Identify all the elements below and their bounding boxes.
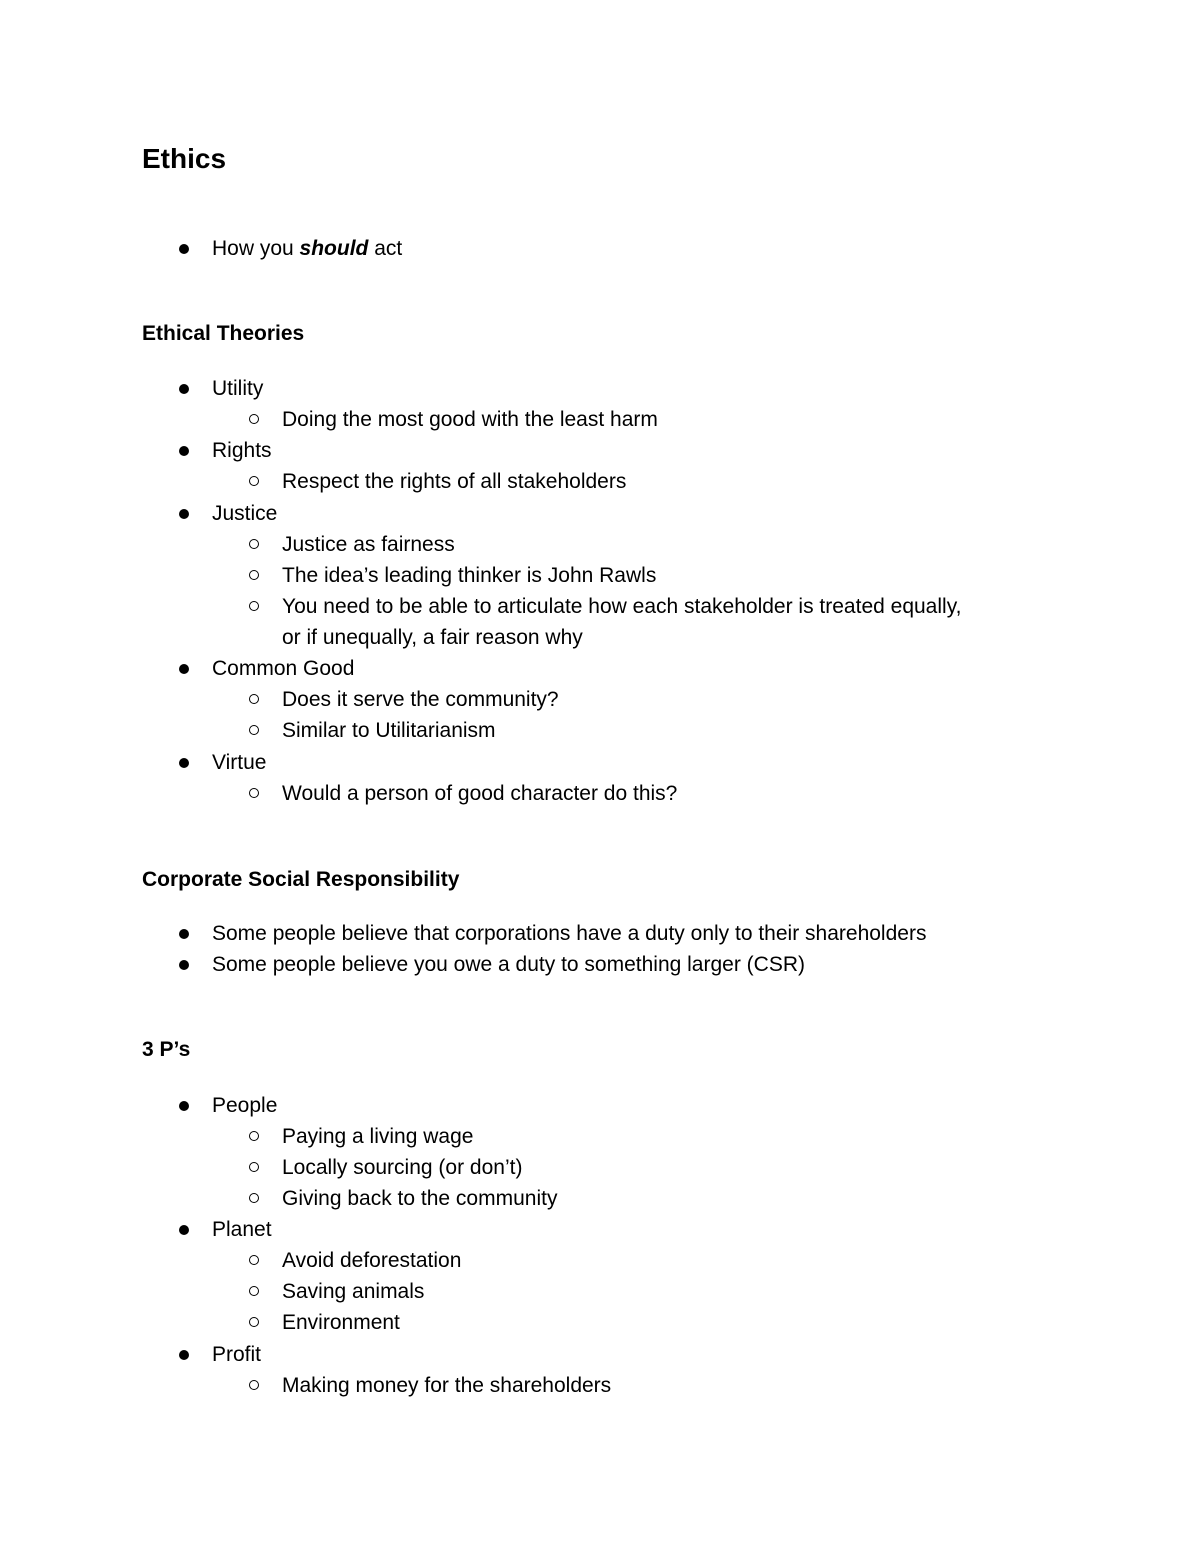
bullet-disc-icon [179,929,189,939]
document-title: Ethics [142,143,227,174]
list-item-label: Profit [212,1343,262,1366]
csr-heading: Corporate Social Responsibility [142,868,460,891]
list-item-label: Common Good [212,657,355,680]
list-item [212,373,263,404]
list-item [212,747,266,778]
sub-list-item [282,715,496,746]
intro-bullet [212,233,402,264]
list-item [212,1090,277,1121]
bullet-disc-icon [179,244,189,254]
bullet-circle-icon [249,1131,259,1141]
list-item-label: Some people believe that corporations have a duty only to their shareholders [212,922,927,945]
list-item [212,653,354,684]
list-item [212,1339,261,1370]
sub-list-item-label: or if unequally, a fair reason why [282,626,583,649]
bullet-disc-icon [179,1225,189,1235]
sub-list-item [282,684,559,715]
sub-list-item-label: Saving animals [282,1280,425,1303]
list-item-label: Planet [212,1218,272,1241]
bullet-circle-icon [249,570,259,580]
sub-list-item [282,1183,557,1214]
bullet-circle-icon [249,1162,259,1172]
bullet-circle-icon [249,601,259,611]
bullet-circle-icon [249,476,259,486]
sub-list-item-continuation [282,622,583,653]
three-ps-heading: 3 P’s [142,1038,191,1061]
bullet-circle-icon [249,1286,259,1296]
list-item-label: Utility [212,377,264,400]
bullet-circle-icon [249,414,259,424]
intro-text-before: How you [212,237,300,260]
bullet-circle-icon [249,725,259,735]
list-item [212,918,926,949]
sub-list-item [282,1307,400,1338]
bullet-circle-icon [249,1317,259,1327]
sub-list-item-label: Would a person of good character do this? [282,782,678,805]
bullet-disc-icon [179,960,189,970]
sub-list-item [282,1121,473,1152]
bullet-disc-icon [179,664,189,674]
bullet-disc-icon [179,758,189,768]
sub-list-item-label: Does it serve the community? [282,688,559,711]
sub-list-item-label: Doing the most good with the least harm [282,408,658,431]
bullet-disc-icon [179,1350,189,1360]
list-item [212,1214,272,1245]
sub-list-item [282,529,455,560]
sub-list-item [282,1276,424,1307]
sub-list-item-label: Respect the rights of all stakeholders [282,470,627,493]
bullet-circle-icon [249,1380,259,1390]
bullet-disc-icon [179,509,189,519]
intro-emphasis: should [299,237,369,260]
bullet-disc-icon [179,384,189,394]
list-item-label: Rights [212,439,272,462]
bullet-circle-icon [249,539,259,549]
sub-list-item-label: The idea’s leading thinker is John Rawls [282,564,657,587]
intro-text-after: act [368,237,403,260]
sub-list-item [282,404,658,435]
bullet-circle-icon [249,694,259,704]
list-item [212,498,277,529]
sub-list-item [282,1152,522,1183]
list-item-label: Virtue [212,751,267,774]
sub-list-item-label: Locally sourcing (or don’t) [282,1156,523,1179]
bullet-disc-icon [179,1101,189,1111]
sub-list-item-label: You need to be able to articulate how each stakeholder is treated equally, [282,595,962,618]
ethical-theories-heading: Ethical Theories [142,322,305,345]
sub-list-item-label: Giving back to the community [282,1187,558,1210]
bullet-circle-icon [249,788,259,798]
list-item-label: People [212,1094,278,1117]
sub-list-item [282,591,961,622]
list-item-label: Justice [212,502,278,525]
bullet-circle-icon [249,1255,259,1265]
sub-list-item-label: Paying a living wage [282,1125,474,1148]
list-item [212,435,272,466]
sub-list-item [282,1370,611,1401]
bullet-disc-icon [179,446,189,456]
list-item-label: Some people believe you owe a duty to something larger (CSR) [212,953,805,976]
sub-list-item-label: Avoid deforestation [282,1249,462,1272]
sub-list-item [282,1245,461,1276]
sub-list-item [282,778,677,809]
bullet-circle-icon [249,1193,259,1203]
sub-list-item [282,560,656,591]
sub-list-item-label: Justice as fairness [282,533,455,556]
sub-list-item-label: Similar to Utilitarianism [282,719,496,742]
sub-list-item-label: Environment [282,1311,400,1334]
sub-list-item [282,466,626,497]
sub-list-item-label: Making money for the shareholders [282,1374,612,1397]
list-item [212,949,805,980]
